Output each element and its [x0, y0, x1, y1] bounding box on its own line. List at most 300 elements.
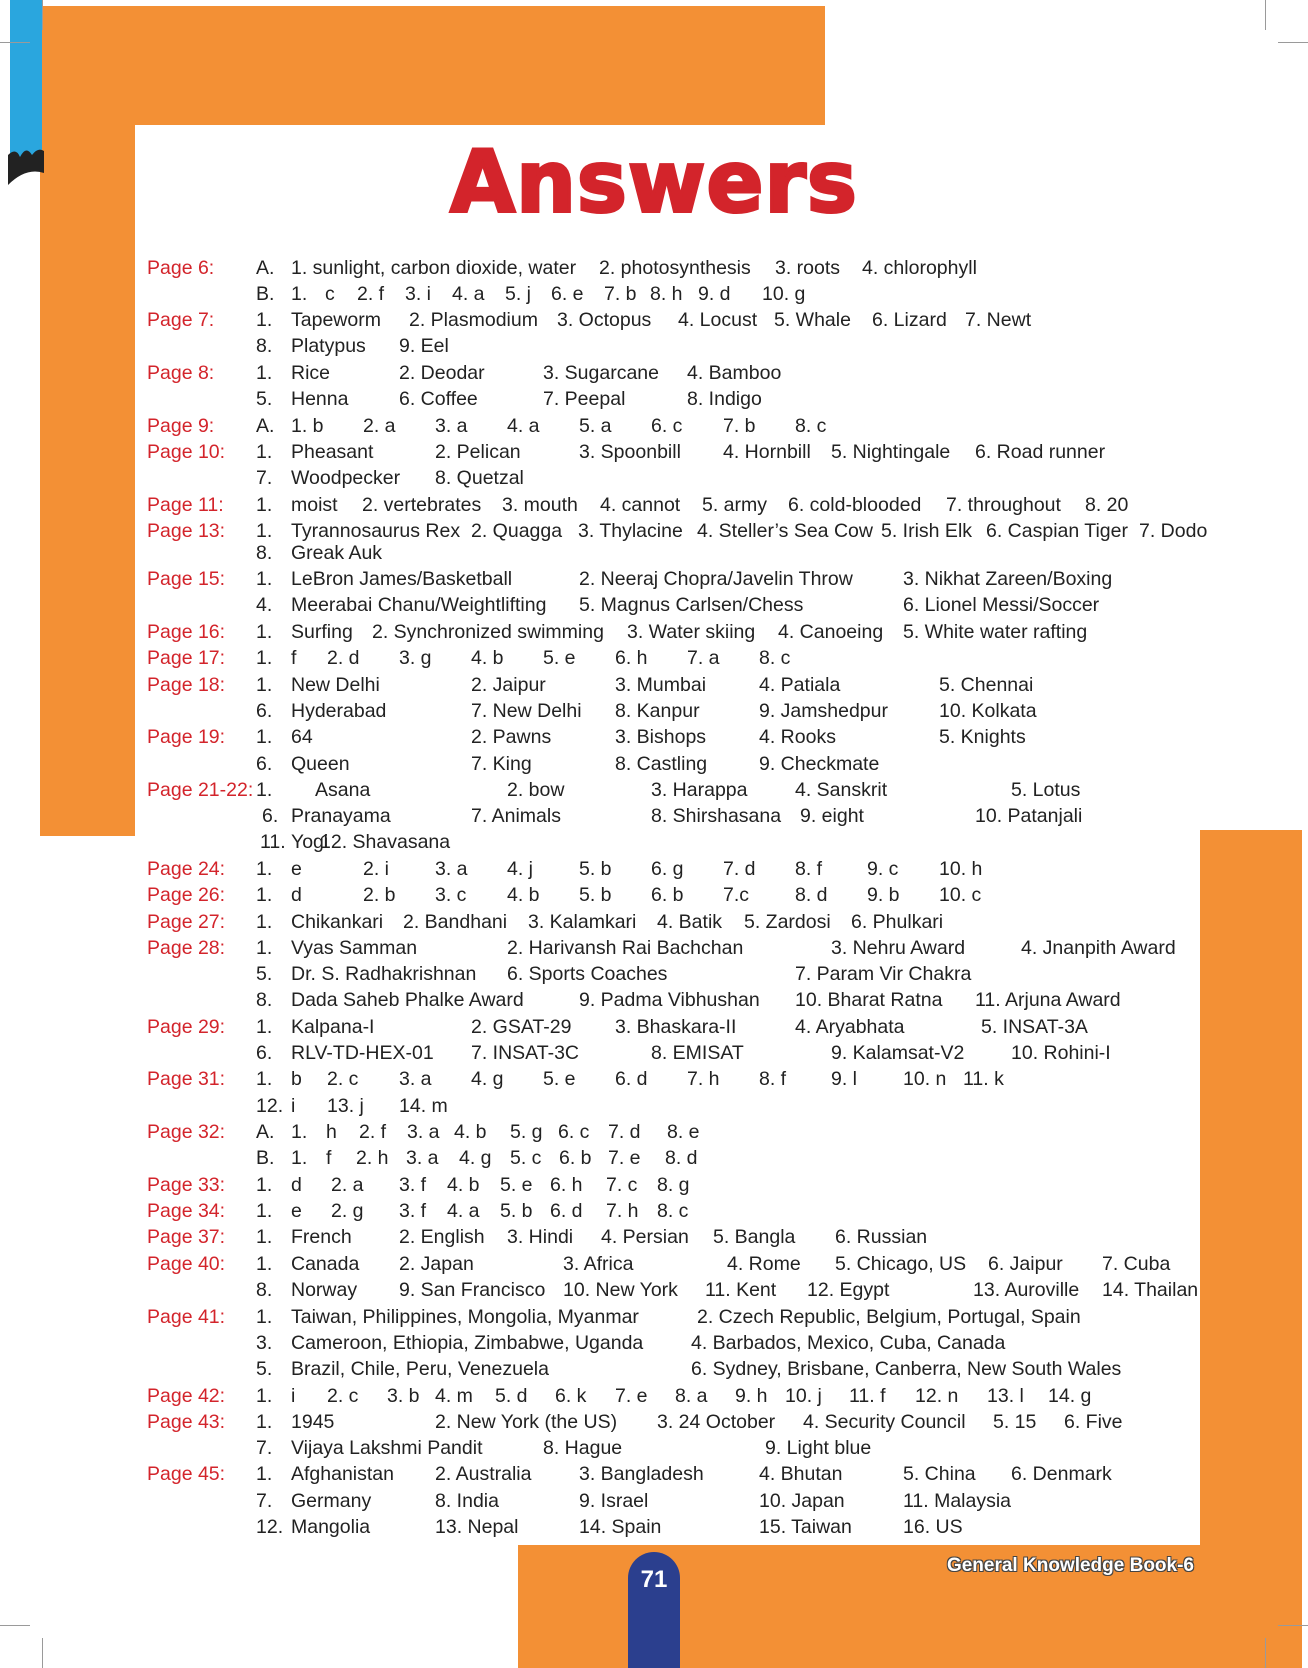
page-label: Page 40: — [147, 1253, 226, 1275]
answer-cell: 3. g — [399, 647, 432, 669]
answer-cell: 8. a — [675, 1385, 708, 1407]
answer-cell: 6. b — [651, 884, 684, 906]
answer-cell: 7. Peepal — [543, 388, 626, 410]
answer-cell: 9. Padma Vibhushan — [579, 989, 760, 1011]
answer-cell: b — [291, 1068, 302, 1090]
answer-cell: 6. h — [615, 647, 648, 669]
answer-cell: 8. g — [657, 1174, 690, 1196]
answer-marker: 1. — [256, 1226, 273, 1248]
answer-cell: 4. Sanskrit — [795, 779, 888, 801]
answer-cell: 3. Nehru Award — [831, 937, 966, 959]
answer-cell: 1945 — [291, 1411, 335, 1433]
answer-cell: 4. Persian — [601, 1226, 689, 1248]
answer-cell: 7. c — [606, 1174, 638, 1196]
answer-cell: 6. b — [559, 1147, 592, 1169]
page-label: Page 18: — [147, 674, 226, 696]
answer-cell: 6. Russian — [835, 1226, 928, 1248]
answer-cell: 7. e — [615, 1385, 648, 1407]
answer-cell: 64 — [291, 726, 313, 748]
answer-cell: 3. Nikhat Zareen/Boxing — [903, 568, 1113, 590]
answer-cell: 1. sunlight, carbon dioxide, water — [291, 257, 577, 279]
answer-marker: 1. — [256, 621, 273, 643]
answer-row — [0, 1094, 1308, 1118]
answer-cell: 8. c — [795, 415, 827, 437]
answer-marker: A. — [256, 415, 275, 437]
answer-cell: 4. a — [452, 283, 485, 305]
answer-cell: Afghanistan — [291, 1463, 394, 1485]
page-label: Page 42: — [147, 1385, 226, 1407]
answer-cell: 3. Spoonbill — [579, 441, 681, 463]
answer-cell: 5. army — [702, 494, 768, 516]
answer-cell: 7. Newt — [965, 309, 1032, 331]
answer-row — [0, 725, 1308, 749]
answer-cell: Tyrannosaurus Rex — [291, 520, 461, 542]
answer-cell: 4. g — [459, 1147, 492, 1169]
answer-cell: 7. INSAT-3C — [471, 1042, 580, 1064]
page-label: Page 7: — [147, 309, 215, 331]
answer-cell: Dada Saheb Phalke Award — [291, 989, 524, 1011]
answer-cell: 7. d — [608, 1121, 641, 1143]
answer-row — [0, 1305, 1308, 1329]
answer-row — [0, 778, 1308, 802]
answer-cell: 2. Harivansh Rai Bachchan — [507, 937, 744, 959]
answer-cell: 1. — [291, 283, 308, 305]
answer-cell: 10. Patanjali — [975, 805, 1083, 827]
answer-cell: 5. g — [510, 1121, 543, 1143]
answer-row — [0, 883, 1308, 907]
answer-marker: 8. — [256, 335, 273, 357]
answer-cell: f — [291, 647, 297, 669]
answer-cell: 8. h — [650, 283, 683, 305]
answer-row — [0, 334, 1308, 358]
answer-cell: 7. Param Vir Chakra — [795, 963, 972, 985]
answer-cell: 5. c — [510, 1147, 542, 1169]
answer-row — [0, 282, 1308, 306]
answer-cell: 5. White water rafting — [903, 621, 1088, 643]
answer-cell: 2. f — [359, 1121, 387, 1143]
answer-cell: 7. b — [723, 415, 756, 437]
answer-cell: Rice — [291, 362, 331, 384]
answer-row — [0, 1515, 1308, 1539]
answer-cell: 5. Zardosi — [744, 911, 831, 933]
answer-marker: 1. — [256, 937, 273, 959]
answer-marker: 5. — [256, 388, 273, 410]
answer-cell: 5. b — [500, 1200, 533, 1222]
answer-cell: 7. Dodo — [1139, 520, 1208, 542]
answer-cell: 5. Magnus Carlsen/Chess — [579, 594, 804, 616]
answer-row — [0, 1410, 1308, 1434]
page-label: Page 28: — [147, 937, 226, 959]
page-label: Page 45: — [147, 1463, 226, 1485]
page-label: Page 8: — [147, 362, 215, 384]
answer-cell: 8. EMISAT — [651, 1042, 744, 1064]
answer-cell: 10. c — [939, 884, 982, 906]
answer-marker: 5. — [256, 963, 273, 985]
answer-cell: 7. Animals — [471, 805, 561, 827]
page-label: Page 11: — [147, 494, 224, 516]
answer-cell: 2. bow — [507, 779, 565, 801]
answer-marker: 1. — [256, 911, 273, 933]
answer-cell: 6. Phulkari — [851, 911, 944, 933]
answer-cell: f — [326, 1147, 332, 1169]
answer-cell: 3. Water skiing — [627, 621, 756, 643]
answer-marker: 8. — [256, 989, 273, 1011]
answer-cell: 3. b — [387, 1385, 420, 1407]
answer-marker: 1. — [256, 1068, 273, 1090]
answer-cell: 2. photosynthesis — [599, 257, 751, 279]
answer-cell: e — [291, 858, 302, 880]
answer-cell: 2. Pawns — [471, 726, 552, 748]
answer-cell: 10. Kolkata — [939, 700, 1037, 722]
answer-row — [0, 1462, 1308, 1486]
answer-cell: 2. vertebrates — [362, 494, 482, 516]
answer-cell: 2. a — [331, 1174, 364, 1196]
page-label: Page 29: — [147, 1016, 226, 1038]
answer-cell: 9. d — [698, 283, 731, 305]
answer-cell: 9. h — [735, 1385, 768, 1407]
answer-cell: 8. Castling — [615, 753, 708, 775]
answer-cell: 8. Indigo — [687, 388, 762, 410]
answer-cell: 11. f — [849, 1385, 886, 1407]
answer-cell: 2. Neeraj Chopra/Javelin Throw — [579, 568, 853, 590]
answer-cell: 8. Shirshasana — [651, 805, 782, 827]
answer-cell: moist — [291, 494, 338, 516]
answer-cell: Kalpana-I — [291, 1016, 375, 1038]
answer-row — [0, 414, 1308, 438]
answer-row — [0, 361, 1308, 385]
answer-cell: Pheasant — [291, 441, 374, 463]
answer-marker: 5. — [256, 1358, 273, 1380]
answer-cell: 4. Barbados, Mexico, Cuba, Canada — [691, 1332, 1006, 1354]
answer-marker: 1. — [256, 1253, 273, 1275]
answer-cell: 2. GSAT-29 — [471, 1016, 572, 1038]
answer-row — [0, 962, 1308, 986]
answer-cell: 5. China — [903, 1463, 976, 1485]
answer-row — [0, 1252, 1308, 1276]
answer-cell: 5. 15 — [993, 1411, 1037, 1433]
answer-row — [0, 567, 1308, 591]
answer-cell: h — [326, 1121, 337, 1143]
answer-marker: 8. — [256, 1279, 273, 1301]
answer-cell: 2. Plasmodium — [409, 309, 538, 331]
answer-cell: 5. Lotus — [1011, 779, 1081, 801]
answer-marker: 7. — [256, 467, 273, 489]
answer-row — [0, 699, 1308, 723]
answer-cell: 9. Israel — [579, 1490, 649, 1512]
answer-cell: 7. b — [604, 283, 637, 305]
answer-cell: 5. Irish Elk — [881, 520, 973, 542]
answer-cell: 2. New York (the US) — [435, 1411, 618, 1433]
answer-cell: 3. Octopus — [557, 309, 652, 331]
answer-cell: Platypus — [291, 335, 366, 357]
answer-cell: 6. k — [555, 1385, 587, 1407]
answer-cell: 10. n — [903, 1068, 947, 1090]
answer-row — [0, 1278, 1308, 1302]
answer-marker: 1. — [256, 1016, 273, 1038]
answer-cell: 7. throughout — [946, 494, 1061, 516]
answer-cell: 9. l — [831, 1068, 858, 1090]
answer-row — [0, 387, 1308, 411]
answer-marker: 12. — [256, 1516, 284, 1538]
answer-cell: 9. Checkmate — [759, 753, 880, 775]
answer-cell: 9. Eel — [399, 335, 449, 357]
answer-marker: 6. — [262, 805, 279, 827]
answer-cell: 9. Light blue — [765, 1437, 872, 1459]
answer-cell: 4. g — [471, 1068, 504, 1090]
answer-cell: Cameroon, Ethiopia, Zimbabwe, Uganda — [291, 1332, 644, 1354]
answer-marker: 1. — [256, 884, 273, 906]
answer-cell: 10. Rohini-I — [1011, 1042, 1111, 1064]
page-label: Page 24: — [147, 858, 226, 880]
answer-cell: 6. Lionel Messi/Soccer — [903, 594, 1100, 616]
answer-cell: 7. King — [471, 753, 532, 775]
answer-cell: 3. Bhaskara-II — [615, 1016, 737, 1038]
answer-cell: 3. Kalamkari — [528, 911, 637, 933]
answer-marker: 6. — [256, 1042, 273, 1064]
answer-cell: 3. mouth — [502, 494, 578, 516]
answer-cell: Taiwan, Philippines, Mongolia, Myanmar — [291, 1306, 639, 1328]
answer-row — [0, 256, 1308, 280]
answer-row — [0, 308, 1308, 332]
answer-cell: Canada — [291, 1253, 360, 1275]
answer-cell: 3. Sugarcane — [543, 362, 660, 384]
answer-marker: B. — [256, 1147, 275, 1169]
answer-cell: 5. Knights — [939, 726, 1026, 748]
answer-marker: 11. — [260, 831, 286, 853]
answer-cell: 8. f — [759, 1068, 787, 1090]
answer-cell: 6. c — [558, 1121, 590, 1143]
answer-cell: 9. b — [867, 884, 900, 906]
answer-cell: 13. j — [327, 1095, 364, 1117]
answer-cell: 6. Jaipur — [988, 1253, 1063, 1275]
answer-marker: B. — [256, 283, 275, 305]
answer-row — [0, 620, 1308, 644]
answer-marker: 6. — [256, 700, 273, 722]
answer-marker: 8. — [256, 542, 273, 564]
answer-row — [0, 593, 1308, 617]
answer-cell: 13. Auroville — [973, 1279, 1080, 1301]
answer-marker: A. — [256, 257, 275, 279]
answer-row — [0, 1384, 1308, 1408]
answer-cell: 9. Kalamsat-V2 — [831, 1042, 965, 1064]
answer-cell: 3. Bangladesh — [579, 1463, 704, 1485]
answer-cell: 8. d — [795, 884, 828, 906]
answer-marker: 3. — [256, 1332, 273, 1354]
answer-marker: 1. — [256, 779, 273, 801]
answer-cell: 9. Jamshedpur — [759, 700, 888, 722]
answer-row — [0, 1015, 1308, 1039]
answer-row — [0, 673, 1308, 697]
answer-row — [0, 466, 1308, 490]
answer-cell: 4. Patiala — [759, 674, 841, 696]
answer-cell: 11. Arjuna Award — [975, 989, 1121, 1011]
answer-cell: Tapeworm — [291, 309, 381, 331]
answer-marker: 1. — [256, 674, 273, 696]
answer-marker: 1. — [256, 1306, 273, 1328]
answer-cell: 9. San Francisco — [399, 1279, 546, 1301]
page-label: Page 16: — [147, 621, 226, 643]
answer-row — [0, 1173, 1308, 1197]
answer-cell: 10. New York — [563, 1279, 678, 1301]
answer-cell: LeBron James/Basketball — [291, 568, 513, 590]
answer-cell: New Delhi — [291, 674, 380, 696]
answer-marker: 7. — [256, 1490, 273, 1512]
answer-cell: 6. Sports Coaches — [507, 963, 668, 985]
answer-cell: 11. k — [963, 1068, 1004, 1090]
answer-cell: 14. Thailan — [1102, 1279, 1199, 1301]
answer-cell: 8. India — [435, 1490, 499, 1512]
answer-cell: 5. e — [543, 647, 576, 669]
page-label: Page 27: — [147, 911, 226, 933]
answer-cell: French — [291, 1226, 352, 1248]
book-title: General Knowledge Book-6 — [946, 1555, 1194, 1576]
answer-cell: 11. Kent — [705, 1279, 777, 1301]
answer-marker: 12. — [256, 1095, 284, 1117]
answer-cell: 3. f — [399, 1174, 427, 1196]
answer-cell: 10. h — [939, 858, 983, 880]
answer-cell: 8. Quetzal — [435, 467, 524, 489]
answer-row — [0, 910, 1308, 934]
page-label: Page 17: — [147, 647, 226, 669]
answer-cell: Dr. S. Radhakrishnan — [291, 963, 477, 985]
answer-cell: 7. e — [608, 1147, 641, 1169]
answer-cell: Woodpecker — [291, 467, 401, 489]
answer-row — [0, 1331, 1308, 1355]
answer-cell: Queen — [291, 753, 350, 775]
answer-cell: 2. Quagga — [471, 520, 563, 542]
answer-cell: 14. m — [399, 1095, 448, 1117]
answer-marker: 6. — [256, 753, 273, 775]
answer-cell: Pranayama — [291, 805, 391, 827]
answer-cell: 4. chlorophyll — [862, 257, 977, 279]
answer-cell: 3. 24 October — [657, 1411, 776, 1433]
answer-cell: 9. eight — [800, 805, 864, 827]
answer-cell: Meerabai Chanu/Weightlifting — [291, 594, 547, 616]
answer-row — [0, 1041, 1308, 1065]
answer-row — [0, 519, 1308, 543]
answer-cell: 8. 20 — [1085, 494, 1129, 516]
answer-row — [0, 1199, 1308, 1223]
answer-row — [0, 752, 1308, 776]
answer-cell: 6. Road runner — [975, 441, 1106, 463]
answer-cell: 5. INSAT-3A — [981, 1016, 1088, 1038]
answer-cell: 3. Harappa — [651, 779, 748, 801]
answer-marker: 1. — [256, 441, 273, 463]
answer-cell: 2. f — [357, 283, 385, 305]
answer-cell: 6. Coffee — [399, 388, 478, 410]
answer-marker: 1. — [256, 1411, 273, 1433]
answer-cell: 2. Australia — [435, 1463, 532, 1485]
answer-row — [0, 804, 1308, 828]
answer-cell: 8. f — [795, 858, 823, 880]
answer-cell: 5. b — [579, 858, 612, 880]
answer-cell: 4. b — [471, 647, 504, 669]
page-label: Page 15: — [147, 568, 226, 590]
answer-row — [0, 830, 1308, 854]
answer-cell: 5. j — [505, 283, 532, 305]
answer-cell: 7. d — [723, 858, 756, 880]
answer-cell: 3. f — [399, 1200, 427, 1222]
answer-cell: 5. d — [495, 1385, 528, 1407]
answer-cell: 6. d — [550, 1200, 583, 1222]
answer-cell: 8. Kanpur — [615, 700, 700, 722]
answer-cell: 6. Five — [1064, 1411, 1123, 1433]
answer-cell: 2. c — [327, 1385, 359, 1407]
answer-cell: 4. Bhutan — [759, 1463, 843, 1485]
answer-cell: 11. Malaysia — [903, 1490, 1012, 1512]
answer-cell: 1. b — [291, 415, 324, 437]
answer-marker: 1. — [256, 726, 273, 748]
answer-cell: 7. h — [687, 1068, 720, 1090]
page-label: Page 10: — [147, 441, 226, 463]
answer-cell: 3. c — [435, 884, 467, 906]
page-label: Page 32: — [147, 1121, 226, 1143]
answer-cell: 12. n — [915, 1385, 959, 1407]
answer-marker: 1. — [256, 309, 273, 331]
answer-cell: 8. d — [665, 1147, 698, 1169]
answer-cell: 10. Japan — [759, 1490, 845, 1512]
page-title: Answers — [450, 132, 858, 232]
page-label: Page 21-22: — [147, 779, 254, 801]
answer-cell: 7. a — [687, 647, 720, 669]
answer-cell: 7. h — [606, 1200, 639, 1222]
answer-cell: Greak Auk — [291, 542, 383, 564]
answer-row — [0, 646, 1308, 670]
answer-cell: 6. c — [651, 415, 683, 437]
answer-cell: Hyderabad — [291, 700, 387, 722]
answer-marker: 1. — [256, 494, 273, 516]
answer-cell: 2. b — [363, 884, 396, 906]
answer-cell: 4. Rooks — [759, 726, 836, 748]
answer-cell: 4. Canoeing — [778, 621, 884, 643]
answer-marker: 1. — [256, 647, 273, 669]
answer-row — [0, 1120, 1308, 1144]
answer-row — [0, 1225, 1308, 1249]
answer-cell: Asana — [315, 779, 371, 801]
answer-marker: 1. — [256, 520, 273, 542]
answer-marker: 1. — [256, 1174, 273, 1196]
page-label: Page 37: — [147, 1226, 226, 1248]
answer-cell: Henna — [291, 388, 349, 410]
answer-cell: 2. i — [363, 858, 390, 880]
answer-row — [0, 541, 1308, 565]
answer-cell: 2. Bandhani — [403, 911, 508, 933]
answer-cell: 3. a — [435, 858, 468, 880]
answer-cell: 7. New Delhi — [471, 700, 582, 722]
answer-cell: 14. g — [1048, 1385, 1092, 1407]
answer-cell: 4. Aryabhata — [795, 1016, 905, 1038]
answer-cell: 4. Jnanpith Award — [1021, 937, 1176, 959]
answer-cell: 2. Czech Republic, Belgium, Portugal, Spain — [697, 1306, 1081, 1328]
answer-cell: 6. Sydney, Brisbane, Canberra, New South Wales — [691, 1358, 1122, 1380]
answer-row — [0, 1146, 1308, 1170]
answer-cell: Brazil, Chile, Peru, Venezuela — [291, 1358, 549, 1380]
answer-cell: 6. h — [550, 1174, 583, 1196]
answer-cell: 4. cannot — [600, 494, 681, 516]
answer-cell: 7.c — [723, 884, 750, 906]
answer-row — [0, 988, 1308, 1012]
answer-cell: 8. c — [759, 647, 791, 669]
answer-cell: 6. g — [651, 858, 684, 880]
answer-marker: A. — [256, 1121, 275, 1143]
answer-cell: 14. Spain — [579, 1516, 662, 1538]
answer-cell: 2. Jaipur — [471, 674, 546, 696]
page-label: Page 31: — [147, 1068, 226, 1090]
answer-cell: d — [291, 1174, 302, 1196]
answer-cell: 6. d — [615, 1068, 648, 1090]
answer-cell: 3. a — [406, 1147, 439, 1169]
answer-row — [0, 936, 1308, 960]
